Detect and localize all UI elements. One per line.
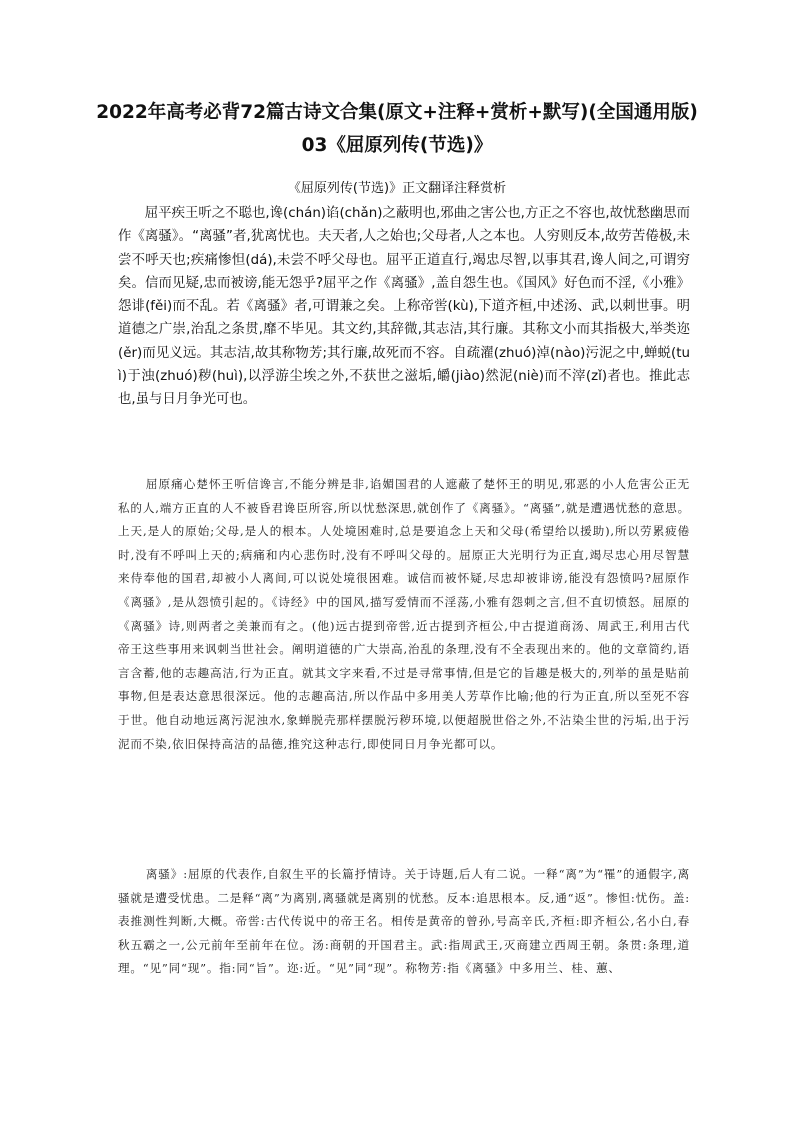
translation-paragraph: 屈原痛心楚怀王听信谗言,不能分辨是非,谄媚国君的人遮蔽了楚怀王的明见,邪恶的小人危害公正无私的人,端方正直的人不被昏君谗臣所容,所以忧愁深思,就创作了《离骚》。“离骚”,就是遭遇忧愁的意思。上天,是人的原始;父母,是人的根本。人处境困难时,总是要追念上天和父母(希望给以援助),所以劳累疲倦时,没有不呼叫上天的;病痛和内心悲伤时,没有不呼叫父母的。屈原正大光明行为正直,竭尽忠心用尽智慧来侍奉他的国君,却被小人离间,可以说处境很困难。诚信而被怀疑,尽忠却被诽谤,能没有怨愤吗?屈原作《离骚》,是从怨愤引起的。《诗经》中的国风,描写爱情而不淫荡,小雅有怨刺之言,但不直切愤怒。屈原的《离骚》诗,则两者之美兼而有之。(他)远古提到帝喾,近古提到齐桓公,中古提道商汤、周武王,利用古代帝王这些事用来讽刺当世社会。阐明道德的广大崇高,治乱的条理,没有不全表现出来的。他的文章简约,语言含蓄,他的志趣高洁,行为正直。就其文字来看,不过是寻常事情,但是它的旨趣是极大的,列举的虽是贴前事物,但是表达意思很深远。他的志趣高洁,所以作品中多用美人芳草作比喻;他的行为正直,所以至死不容于世。他自动地远离污泥浊水,象蝉脱壳那样摆脱污秽环境,以便超脱世俗之外,不沾染尘世的污垢,出于污泥而不染,依旧保持高洁的品德,推究这种志行,即使同日月争光都可以。 (118, 477, 690, 751)
document-subtitle-title: 03《屈原列传(节选)》 (301, 135, 493, 156)
original-text-paragraph: 屈平疾王听之不聪也,谗(chán)谄(chǎn)之蔽明也,邪曲之害公也,方正之不容也,故忧愁幽思而作《离骚》。“离骚”者,犹离忧也。夫天者,人之始也;父母者,人之本也。人穷则反本,故劳苦倦极,未尝不呼天也;疾痛惨怛(dá),未尝不呼父母也。屈平正道直行,竭忠尽智,以事其君,谗人间之,可谓穷矣。信而见疑,忠而被谤,能无怨乎?屈平之作《离骚》,盖自怨生也。《国风》好色而不淫,《小雅》怨诽(fěi)而不乱。若《离骚》者,可谓兼之矣。上称帝喾(kù),下道齐桓,中述汤、武,以刺世事。明道德之广崇,治乱之条贯,靡不毕见。其文约,其辞微,其志洁,其行廉。其称文小而其指极大,举类迩(ěr)而见义远。其志洁,故其称物芳;其行廉,故死而不容。自疏濯(zhuó)淖(nào)污泥之中,蝉蜕(tuì)于浊(zhuó)秽(huì),以浮游尘埃之外,不获世之滋垢,皭(jiào)然泥(niè)而不滓(zǐ)者也。推此志也,虽与日月争光可也。 (118, 206, 690, 408)
section-heading: 《屈原列传(节选)》正文翻译注释赏析 (287, 181, 507, 196)
document-title: 2022年高考必背72篇古诗文合集(原文+注释+赏析+默写)(全国通用版) (96, 102, 698, 123)
notes-paragraph: 离骚》:屈原的代表作,自叙生平的长篇抒情诗。关于诗题,后人有二说。一释“离”为“罹”的通假字,离骚就是遭受忧患。二是释“离”为离别,离骚就是离别的忧愁。反本:追思根本。反,通“返”。惨怛:忧伤。盖:表推测性判断,大概。帝喾:古代传说中的帝王名。相传是黄帝的曾孙,号高辛氏,齐桓:即齐桓公,名小白,春秋五霸之一,公元前年至前年在位。汤:商朝的开国君主。武:指周武王,灭商建立西周王朝。条贯:条理,道理。“见”同“现”。指:同“旨”。迩:近。“见”同“现”。称物芳:指《离骚》中多用兰、桂、蕙、 (118, 867, 690, 976)
